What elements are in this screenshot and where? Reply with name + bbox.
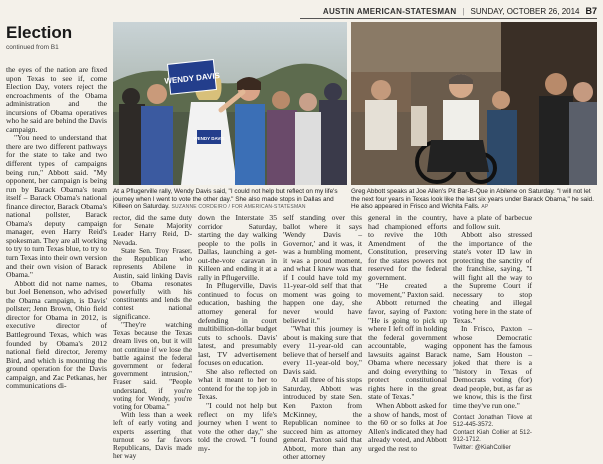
caption-davis xyxy=(113,188,347,212)
paragraph: general in the country, had championed efforts to revive the 10th Amendment of the Constitution, preserving for the states powers not reserved for the federal government. xyxy=(368,213,447,282)
caption-abbott-text: Greg Abbott speaks at Joe Allen's Pit Bar-B-Que in Abilene on Saturday. "I will not let the next four years in Texas look like the last six years under Barack Obama," he said. He also appeared in Frisco and Wichita Falls. xyxy=(351,188,594,211)
photo-abbott-speech xyxy=(351,22,597,185)
article-column-6 xyxy=(453,214,532,452)
contact-line: Contact Kiah Collier at 512-912-1712. xyxy=(453,428,532,444)
paragraph: With less than a week left of early voting and experts asserting that turnout so far favors Republicans, Davis made her way xyxy=(113,410,192,461)
paragraph: have a plate of barbecue and follow suit. xyxy=(453,213,532,231)
paragraph: She also reflected on what it meant to her to contend for the top job in Texas. xyxy=(198,366,277,402)
rally-sign-text: WENDY DAVIS xyxy=(163,70,221,86)
article-column-3 xyxy=(198,214,277,453)
paragraph: down the Interstate 35 corridor Saturday, starting the day walking people to the polls in Dallas, launching a get-out-the-vote caravan in Killeen and ending it at a rally in Pflugerville. xyxy=(198,213,277,282)
contact-line: Twitter: @KiahCollier xyxy=(453,443,511,451)
shirt-logo-text: WENDY DAVIS xyxy=(193,136,225,141)
paragraph: rector, did the same duty for Senate Majority Leader Harry Reid, D-Nevada. xyxy=(113,213,192,247)
article-column-2 xyxy=(113,214,192,461)
caption-davis-text: At a Pflugerville rally, Wendy Davis said, "I could not help but reflect on my life's journey when I went to vote the other day." She also made stops in Dallas and Killeen on Saturday. xyxy=(113,188,338,211)
paragraph: When Abbott asked for a show of hands, most of the 60 or so folks at Joe Allen's indicated they had already voted, and Abbott urged the rest to xyxy=(368,401,447,453)
credit-abbott: AP xyxy=(481,204,489,211)
issue-date: SUNDAY, OCTOBER 26, 2014 xyxy=(470,6,580,16)
section-header xyxy=(6,24,106,51)
paragraph: self standing over this ballot where it says 'Wendy Davis – Governor,' and it was, it was a humbling moment, it was a proud moment, and what I knew was that if I could have told my 11-year-old self that that moment was going to happen one day, she never would have believed it." xyxy=(283,213,362,325)
publication-name: AUSTIN AMERICAN-STATESMAN xyxy=(322,6,457,16)
paragraph: Abbott returned the favor, saying of Paxton: "He is going to pick up where I left off in holding the federal government accountable, waging lawsuits against Barack Obama where necessary and doing everything to protect constitutional rights here in the great state of Texas." xyxy=(368,298,447,402)
paragraph: "He created a movement," Paxton said. xyxy=(368,281,447,299)
masthead-separator: | xyxy=(462,6,465,16)
page-number: B7 xyxy=(585,6,597,16)
paragraph: "You need to understand that there are two different pathways for the state to take and two different types of campaigns being run," Abbott said. "My opponent, her campaign is being run by Barack Obama's team itself – Barack Obama's national finance director, Barack Obama's national pollster, Barack Obama's deputy campaign manager, even Harry Reid's spokesman. They are all working to try to turn Texas blue, to try to turn Texas into their own version and their own vision of Barack Obama." xyxy=(6,133,107,280)
paragraph: In Pflugerville, Davis continued to focus on education, bashing the attorney general for defending in court multibillion-dollar budget cuts to schools. Davis' latest, and presumably last, TV advertisement focuses on education. xyxy=(198,281,277,368)
paragraph: "I could not help but reflect on my life's journey when I went to vote the other day," she told the crowd. "I found my- xyxy=(198,401,277,453)
section-title: Election xyxy=(6,23,73,42)
credit-davis: SUZANNE CORDEIRO / FOR AMERICAN-STATESMAN xyxy=(171,204,306,211)
paragraph: At all three of his stops Saturday, Abbott was introduced by state Sen. Ken Paxton from McKinney, the Republican nominee to succeed him as attorney general. Paxton said that Abbott, more than any other attorney xyxy=(283,375,362,462)
paragraph: "They're watching Texas because the Texas dream lives on, but it will not continue if we lose the battle against the federal government or federal government intrusion," Fraser said. "People understand, if you're voting for Wendy, you're voting for Obama." xyxy=(113,319,192,412)
photo-davis-rally xyxy=(113,22,347,185)
caption-abbott xyxy=(351,188,597,212)
article-column-1 xyxy=(6,66,107,391)
paragraph: "What this journey is about is making sure that every 11-year-old can believe that of herself and every 11-year-old boy," Davis said. xyxy=(283,324,362,376)
masthead xyxy=(300,4,597,19)
article-column-4 xyxy=(283,214,362,462)
article-column-5 xyxy=(368,214,447,453)
author-contact xyxy=(453,414,532,452)
paragraph: In Frisco, Paxton – whose Democratic opponent has the famous name, Sam Houston – joked that there is a "history in Texas of Democrats voting (for) dead people, but, as far as we know, this is the first time they've run one." xyxy=(453,324,532,411)
paragraph: Abbott did not name names, but Joel Benenson, who advised the Obama campaign, is Davis' pollster; Jenn Brown, Ohio field director for Obama in 2012, is executive director of Battleground Texas, which was founded by Obama's 2012 national field director, Jeremy Bird, and which is mounting the ground operation for the Davis campaign, and Zac Petkanas, her communications di- xyxy=(6,278,107,391)
paragraph: State Sen. Troy Fraser, the Republican who represents Abilene in Austin, said linking Davis to Obama resonates powerfully with his constituents and lends the contest national significance. xyxy=(113,245,192,321)
paragraph: the eyes of the nation are fixed upon Texas to see if, come Election Day, voters reject the encroachments of the Obama administration and the incursions of Obama operatives who he said are behind the Davis campaign. xyxy=(6,65,107,134)
contact-line: Contact Jonathan Tilove at 512-445-3572. xyxy=(453,413,532,429)
continued-from: continued from B1 xyxy=(6,44,59,51)
paragraph: Abbott also stressed the importance of the state's voter ID law in protecting the sanctity of the franchise, saying, "I will fight all the way to the Supreme Court if necessary to stop cheating and illegal voting here in the state of Texas." xyxy=(453,230,532,325)
